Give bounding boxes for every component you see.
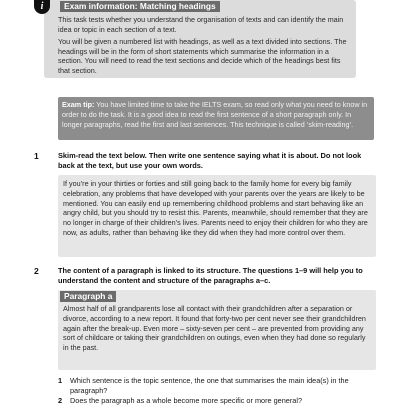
question-2-instruction: The content of a paragraph is linked to its structure. The questions 1–9 will help you to understand the content and structure of the paragraphs a–c. [58, 266, 363, 285]
sub-question-2-number: 2 [58, 396, 63, 405]
question-1-number: 1 [34, 151, 39, 161]
question-1-instruction: Skim-read the text below. Then write one sentence saying what it is about. Do not look back at the text, but use your own words. [58, 151, 362, 170]
question-2-number: 2 [34, 266, 39, 276]
sub-question-2-text: Does the paragraph as a whole become more specific or more general? [70, 396, 303, 405]
sub-question-1-text: Which sentence is the topic sentence, the one that summarises the main idea(s) in the paragraph? [70, 376, 349, 395]
paragraph-a-text: Almost half of all grandparents lose all contact with their grandchildren after a separation or divorce, according to a new report. It found that forty-two per cent never see their grandchildren again after the break-up. Even more – sixty-seven per cent – are prevented from providing any sort of childcare or taking their grandchildren on outings, even when they had done so regularly in the past. [63, 304, 366, 353]
exam-tip-text [62, 100, 370, 129]
exam-tip-label: Exam tip: [62, 100, 95, 109]
exam-information-paragraph-2: You will be given a numbered list with headings, as well as a text divided into sections. The headings will be in the form of short statements which summarise the information in a section. You will need to read the text sections and decide which of the headings best fits that section. [58, 37, 347, 75]
exam-information-paragraph-1: This task tests whether you understand the organisation of texts and can identify the main idea or topic in each section of a text. [58, 15, 344, 34]
question-1-passage: If you’re in your thirties or forties and still going back to the family home for every big family celebration, any problems that have developed with your parents over the years are likely to be mentioned. You can easily end up remembering childhood problems and start behaving like an angry child, but you should try to resist this. Parents, meanwhile, should remember that they are no longer in charge of their children’s lives. Parents need to enjoy their children for who they are now, as adults, rather than behaving like they did when they had more control over them. [63, 179, 368, 237]
paragraph-a-label: Paragraph a [60, 291, 116, 302]
exam-tip-body: You have limited time to take the IELTS exam, so read only what you need to know in order to do the task. It is a good idea to read the first sentence of a short paragraph only. In longer paragraphs, read the first and last sentences. This technique is called ‘skim-reading’. [62, 100, 368, 129]
exam-information-heading: Exam information: Matching headings [60, 1, 220, 12]
info-icon: i [34, 0, 50, 14]
sub-question-1-number: 1 [58, 376, 63, 385]
